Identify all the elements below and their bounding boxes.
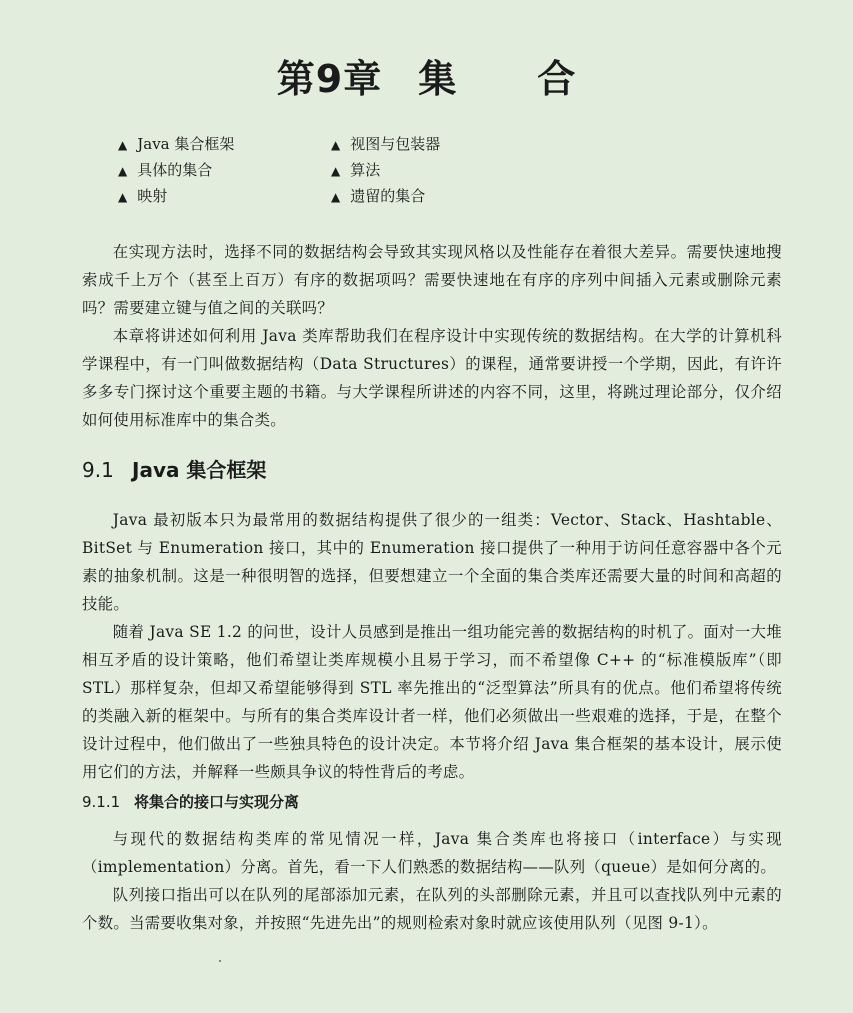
chapter-contents-list (118, 133, 558, 207)
chapter-title (0, 48, 853, 103)
paragraph: Java 最初版本只为最常用的数据结构提供了很少的一组类：Vector、Stack、Hashtable、BitSet 与 Enumeration 接口，其中的 Enumeration 接口提供了一种用于访问任意容器中各个元素的抽象机制。这是一种很明智的选择，但要想建立一个全面的集合类库还需要大量的时间和高超的技能。 (82, 511, 782, 613)
subsection-number: 9.1.1 (82, 793, 121, 811)
toc-item (331, 159, 551, 181)
triangle-bullet-icon: ▲ (118, 138, 128, 152)
paragraph: 本章将讲述如何利用 Java 类库帮助我们在程序设计中实现传统的数据结构。在大学的计算机科学课程中，有一门叫做数据结构（Data Structures）的课程，通常要讲授一个学期，因此，有许许多多专门探讨这个重要主题的书籍。与大学课程所讲述的内容不同，这里，将跳过理论部分，仅介绍如何使用标准库中的集合类。 (82, 327, 782, 429)
triangle-bullet-icon: ▲ (118, 190, 128, 204)
triangle-bullet-icon: ▲ (331, 138, 341, 152)
paragraph: 在实现方法时，选择不同的数据结构会导致其实现风格以及性能存在着很大差异。需要快速地搜索成千上万个（甚至上百万）有序的数据项吗？需要快速地在有序的序列中间插入元素或删除元素吗？需要建立键与值之间的关联吗？ (82, 243, 782, 317)
print-speck (219, 960, 221, 962)
toc-item-label: 遗留的集合 (350, 187, 426, 205)
triangle-bullet-icon: ▲ (118, 164, 128, 178)
chapter-number: 第9章 (276, 57, 383, 101)
paragraph: 队列接口指出可以在队列的尾部添加元素，在队列的头部删除元素，并且可以查找队列中元素的个数。当需要收集对象，并按照“先进先出”的规则检索对象时就应该使用队列（见图 9-1）。 (82, 886, 782, 932)
toc-item-label: 算法 (350, 161, 381, 179)
paragraph: 随着 Java SE 1.2 的问世，设计人员感到是推出一组功能完善的数据结构的时机了。面对一大堆相互矛盾的设计策略，他们希望让类库规模小且易于学习，而不希望像 C++ 的“标准模版库”（即 STL）那样复杂，但却又希望能够得到 STL 率先推出的“泛型算法”所具有的优点。他们希望将传统的类融入新的框架中。与所有的集合类库设计者一样，他们必须做出一些艰难的选择，于是，在整个设计过程中，他们做出了一些独具特色的设计决定。本节将介绍 Java 集合框架的基本设计，展示使用它们的方法，并解释一些颇具争议的特性背后的考虑。 (82, 623, 782, 781)
toc-item-label: Java 集合框架 (137, 135, 235, 153)
subsection-title: 将集合的接口与实现分离 (134, 793, 300, 811)
section-title: Java 集合框架 (132, 458, 267, 482)
subsection-text (82, 825, 782, 937)
toc-item-label: 视图与包装器 (350, 135, 441, 153)
toc-item (331, 185, 551, 207)
toc-item (118, 159, 331, 181)
toc-item-label: 映射 (137, 187, 168, 205)
toc-item (118, 185, 331, 207)
chapter-title-part2: 合 (537, 57, 577, 101)
triangle-bullet-icon: ▲ (331, 190, 341, 204)
section-number: 9.1 (82, 458, 114, 482)
paragraph: 与现代的数据结构类库的常见情况一样，Java 集合类库也将接口（interface）与实现（implementation）分离。首先，看一下人们熟悉的数据结构——队列（queue）是如何分离的。 (82, 830, 782, 876)
triangle-bullet-icon: ▲ (331, 164, 341, 178)
chapter-title-part1: 集 (418, 57, 458, 101)
toc-item (331, 133, 551, 155)
section-text (82, 506, 782, 786)
toc-item (118, 133, 331, 155)
subsection-heading (82, 791, 299, 812)
section-heading (82, 454, 266, 483)
intro-text (82, 238, 782, 434)
toc-item-label: 具体的集合 (137, 161, 213, 179)
